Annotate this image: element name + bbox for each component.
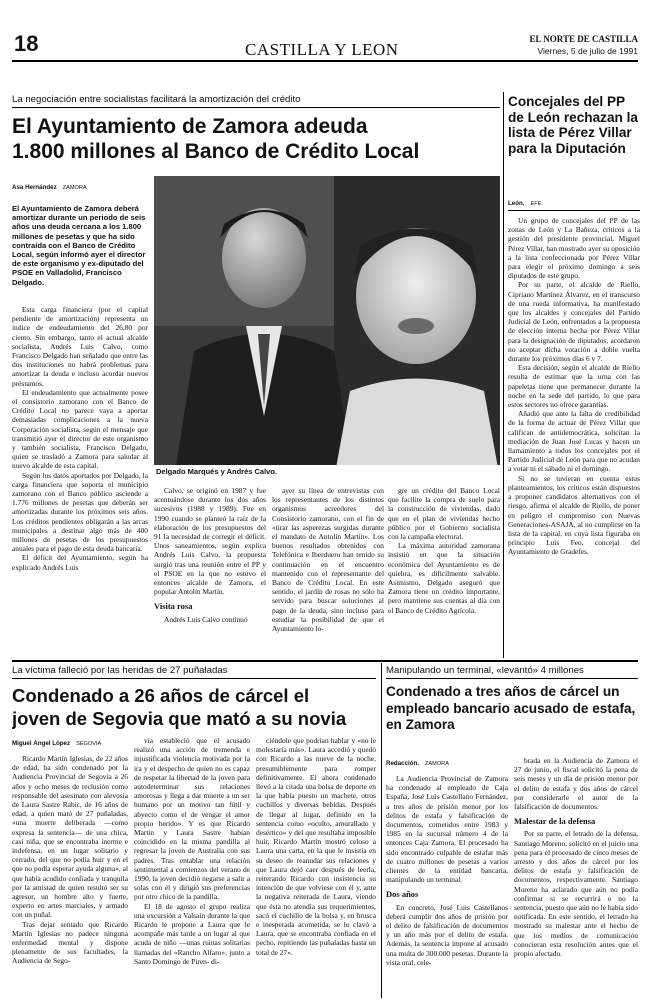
side-p2: Por su parte, el alcalde de Riello, Cipriano Martínez Álvarez, en el transcurso de una rueda informativa, ha manifestado que los alcaldes y concejales del Partido Judicial de León, enfrentados a la propuesta de elección interna hecha por Pérez Villar para la designación de diputados, acordaron no aceptar dicha votación a doble vuelta durante los próximos días 6 y 7. bbox=[508, 280, 640, 364]
header-rule bbox=[12, 60, 638, 62]
main-byline bbox=[12, 184, 152, 191]
story3-byline-name: Redacción. bbox=[386, 760, 420, 767]
side-p1: Un grupo de concejales del PP de las zonas de León y La Bañeza, críticos a la gestión del presidente provincial, Miguel Pérez Villar, han mostrado ayer su oposición a la lista confeccionada por Pérez Villar para elegir el próximo domingo a seis diputados de este grupo. bbox=[508, 216, 640, 281]
side-headline: Concejales del PP de León rechazan la lista de Pérez Villar para la Diputación bbox=[508, 94, 638, 156]
story2-col1-p1: Ricardo Martín Iglesias, de 22 años de edad, ha sido condenado por la Audiencia Provincial de Segovia a 26 años y ocho meses de reclusión como responsable del asesinato con alevosía de Laura Sastre Rabic, de 16 años de edad, a quien mató de 27 puñaladas, «una muerte deliberada —como expresa la sentencia— de una chica, casi niña, que se encontraba inerme e indefensa, en un lugar solitario y cerrado, del que no podía huir y en el que no podía esperar ayuda alguna», al que había acudido confiada y tranquila por la amistad de quien resultó ser su agresor, un hombre alto y fuerte, experto en artes marciales, y armado con un puñal. bbox=[12, 754, 128, 920]
story3-byline-place: ZAMORA bbox=[425, 761, 449, 767]
main-col2-subhead: Visita rosa bbox=[154, 601, 193, 612]
story2-byline-place: SEGOVIA bbox=[76, 741, 102, 747]
newspaper-name: EL NORTE DE CASTILLA bbox=[529, 34, 638, 44]
side-byline-rule bbox=[508, 210, 640, 211]
story3-kicker-rule bbox=[386, 678, 638, 679]
main-photo-caption: Delgado Marqués y Andrés Calvo. bbox=[154, 465, 500, 479]
main-col1-p1: Esta carga financiera (por el capital pendiente de amortización) representa un índice de endeudamiento del 26,80 por ciento. Sin embargo, tanto el actual alcalde socialista, Andrés Luis Calvo, como Francisco Delgado han señalado que entre las dos instituciones no habrá problemas para amortizar la deuda e incluso acordar nuevos préstamos. bbox=[12, 305, 148, 388]
story2-col3-p1: ciéndole que podrían hablar y «no le molestaría más». Laura accedió y quedó con Ricardo a las nueve de la noche, presumiblemente para romper definitivamente. El ahora condenado llevó a la citada una bolsa de deporte en la que había puesto un machete, otros cuchillos y diversas bebidas. Después de llegar al lugar, definido en la sentencia como «oculto, amurallado y desértico» y del que resultaba imposible huir, Ricardo Martín mostró celoso a Laura una carta, en la que le insistía en su deseo de reanudar sus relaciones y que Laura dejó caer después de leerla, reiterando Ricardo con insistencia su intención de que volviese con él y, ante la negativa reiterada de Laura, viendo que ésta no atendía sus requerimientos, sacó el cuchillo de la bolsa y, en brusca e inesperada acometida, se lo clavó a Laura, que se encontraba confiada en el pecho, repitiendo las puñaladas hasta un total de 27». bbox=[256, 736, 376, 957]
story-separator bbox=[381, 663, 382, 998]
main-photo bbox=[154, 176, 500, 479]
story3-col2-subhead: Malestar de la defensa bbox=[514, 816, 596, 827]
story2-kicker: La víctima falleció por las heridas de 27 puñaladas bbox=[12, 665, 228, 676]
story2-col2-p2: El 18 de agosto el grupo realiza una excursión a Valsaín durante la que Ricardo le propone a Laura que le acompañe más tarde a un lugar al que acuda de niño —unas ruinas solitarias llamadas del «Rancho Alfaro», junto a Santo Domingo de Piren- di- bbox=[134, 901, 250, 966]
photo-two-men bbox=[154, 176, 500, 479]
story2-headline bbox=[12, 684, 382, 730]
story3-kicker: Manipulando un terminal, «levantó» 4 millones bbox=[386, 665, 584, 676]
story2-col1-p2: Tras dejar sentado que Ricardo Martín Iglesias no padece ninguna enfermedad mental y dispone plenamente de sus facultades, la Audiencia de Sego- bbox=[12, 919, 128, 966]
section-title: CASTILLA Y LEON bbox=[245, 40, 399, 59]
main-col4-p2: La máxima autoridad zamorana insistió en que la situación económica del Ayuntamiento es de quiebra, es dificilmente salvable. Asimismo, Delgado aseguró que Zamora tiene un crédito importante, pero mantiene sus cuentas al día con el Banco de Crédito Agrícola. bbox=[388, 541, 500, 615]
story2-col3 bbox=[256, 736, 376, 998]
page-number: 18 bbox=[14, 32, 39, 56]
main-col3-p1: ayer su línea de entrevistas con los representantes de los distintos organismos acreedores del Consistorio zamorano, con el fin de «tirar las asperezas surgidas durante el mandato de Antolín Martín». Los buenos resultados obtenidos con Telefónica e Iberduero han tenido su continuación en el encuentro mantenido con el representante del Banco de Crédito Local. En este sentido, el jardín de rosas no sólo ha servido para buscar soluciones al pago de la deuda, sino incluso para estudiar la posibilidad de que el Ayuntamiento lo- bbox=[272, 486, 384, 634]
main-byline-place: ZAMORA bbox=[62, 185, 87, 191]
story2-headline-line1: Condenado a 26 años de cárcel el bbox=[12, 685, 310, 706]
story3-col2-p1: brada en la Audiencia de Zamora el 27 de junio, el fiscal solicitó la pena de seis meses y un día de prisión menor por el delito de estafa y dos años de cárcel por considerarle el autor de la falsificación de documentos. bbox=[514, 756, 638, 812]
main-kicker: La negociación entre socialistas facilitará la amortización del crédito bbox=[12, 94, 301, 105]
story2-headline-line2: joven de Segovia que mató a su novia bbox=[12, 708, 347, 729]
main-col1-p4: El déficit del Ayuntamiento, según ha explicado Andrés Luis bbox=[12, 553, 148, 572]
story3-col1-subhead: Dos años bbox=[386, 889, 419, 900]
main-kicker-rule bbox=[12, 107, 500, 108]
side-p4: Añadió que ante la falta de credibilidad de la forma de actuar de Pérez Villar que califican de antidemocrática, solicitan la mediación de Juan José Lucas y hacen un llamamiento a todos los concejales por el Partido Judicial de León para que no acudan a votar ni el sábado ni el domingo. bbox=[508, 409, 640, 474]
main-headline-line1: El Ayuntamiento de Zamora adeuda bbox=[12, 115, 368, 138]
story2-col1 bbox=[12, 754, 128, 998]
column-separator bbox=[503, 92, 504, 658]
main-lead: El Ayuntamiento de Zamora deberá amortizar durante un periodo de seis años una deuda cercana a los 1.800 millones de pesetas y que ha sido contraída con el Banco de Crédito Local, según informó ayer el director de este organismo y ex-diputado del PSOE en Valladolid, Francisco Delgado. bbox=[12, 204, 146, 287]
story3-byline bbox=[386, 760, 506, 767]
story3-col2-p2: Por su parte, el letrado de la defensa, Santiago Moreno, solicitó en el juicio una pena para el procesado de cinco meses de arresto y dos años de cárcel por los delitos de estafa y falsificación de documentos, respectivamente. Santiago Moreno ha aclarado que aún no podía confirmar si se recurrirá o no la sentencia, puesto que aún no le había sido notificada. En este sentido, el letrado ha mostrado su malestar ante el hecho de que los medios de comunicación conocieran esta resolución antes que el propio afectado. bbox=[514, 829, 638, 959]
side-p5: Si no se tuvieran en cuenta estos planteamientos, los críticos están dispuestos a proponer candidatos alternativos con el riesgo, afirma el alcalde de Riello, de poner en peligro el compromiso con Nuevas Generaciones-ASAJA, al no cumplirse en la lista de la capital, en cuya lista figuraba en principio Luis Feo, concejal del Ayuntamiento de Gradefes. bbox=[508, 473, 640, 557]
main-col1-p3: Según los datos aportados por Delgado, la carga financiera que soporta el municipio zamorano con el Banco público asciende a 1.776 millones de pesetas que deberán ser amortizadas durante los próximos seis años. Los créditos pendientes obligarán a las arcas municipales a destinar algo más de 400 millones de pesetas de los presupuestos anuales para el pago de esta deuda bancaria. bbox=[12, 470, 148, 554]
main-headline bbox=[12, 114, 502, 164]
story2-col2 bbox=[134, 736, 250, 998]
mid-rule bbox=[12, 660, 638, 662]
story3-col2 bbox=[514, 756, 638, 998]
side-byline-agency: EFE bbox=[530, 201, 542, 207]
main-col2-p2: Andrés Luis Calvo continuó bbox=[164, 614, 248, 624]
side-body bbox=[508, 216, 640, 660]
story3-headline: Condenado a tres años de cárcel un empleado bancario acusado de estafa, en Zamora bbox=[386, 684, 636, 732]
main-col4-p1: gre un crédito del Banco Local que facilite la compra de suelo para la construcción de viviendas, dado que en el plan de viviendas hecho público por el Gobierno socialista con la campaña electoral. bbox=[388, 486, 500, 542]
issue-date: Viernes, 5 de julio de 1991 bbox=[537, 46, 638, 56]
story3-col1-p2: En concreto, José Luis Castellanos deberá cumplir dos años de prisión por el delito de falsificación de documentos y un año más por el delito de estafa. Además, la sentencia impone al acusado una multa de 300.000 pesetas. Durante la vista oral, cele- bbox=[386, 902, 508, 967]
main-headline-line2: 1.800 millones al Banco de Crédito Local bbox=[12, 140, 420, 163]
story2-kicker-rule bbox=[12, 678, 376, 679]
side-p3: Esta decisión, según el alcalde de Riello resulta de estimar que la urna con las papeletas tiene que permanecer durante la noche en la sede del partido, lo que para estos sectores no ofrece garantías. bbox=[508, 363, 640, 410]
side-byline bbox=[508, 200, 642, 207]
main-byline-name: Asa Hernández bbox=[12, 184, 57, 191]
side-byline-place: León. bbox=[508, 200, 525, 207]
story2-col2-p1: via estableció que el acusado realizó una acción de tremenda e injustificada violencia motivada por la ira y el despecho de quien no es capaz de respetar la libertad de la joven para autodeterminar sus relaciones amorosas y llega a dar muerte a un ser humano por un motivo tan fútil y abyecto como el de vengar el amor propio herido». Y es que Ricardo Martín y Laura Sastre habían coincidido en la misma pandilla al regresar la joven de Australia con sus padres. Tras entablar una relación sentimental a comienzos del verano de 1990, la joven decidió negarse a salir a solas con él y dirigió sus preferencias por otro chico de la pandilla. bbox=[134, 736, 250, 902]
main-col1-p2: El endeudamiento que actualmente posee el consistorio zamorano con el Banco de Crédito Local no parece vaya a aportar demasiadas complicaciones a la nueva Corporación socialista, según el mensaje que transmitió ayer el director de este organismo y también socialista, Francisco Delgado, quien se trasladó a Zamora para saludar al nuevo alcalde de esta capital. bbox=[12, 387, 148, 471]
main-col2-p1: Calvo, se originó en 1987 y fue acentuándose durante los dos años sucesivos (1988 y 1989). Fue en 1990 cuando se planteó la raíz de la elaboración de los presupuestos del 91 la necesidad de corregir el déficit. Unos saneamientos, según explica Andrés Luis Calvo, la propuesta surgió tras una reunión entre el PP y el PSOE en la que no estuvo el entonces alcalde de Zamora, el popular Antolín Martín. bbox=[154, 486, 266, 597]
story3-col1 bbox=[386, 774, 508, 998]
story2-byline-name: Miguel Ángel López bbox=[12, 740, 71, 747]
story3-col1-p1: La Audiencia Provincial de Zamora ha condenado al empleado de Caja España, José Luis Castellano Fernández, a tres años de prisión menor por los delitos de estafa y falsificación de documentos, cometidos entre 1983 y 1985 en la sucursal número 4 de la entonces Caja Zamora. El procesado ha sido encontrado culpable de estafar más de cuatro millones de pesetas a varios clientes de la entidad bancaria, manipulando un terminal. bbox=[386, 774, 508, 885]
